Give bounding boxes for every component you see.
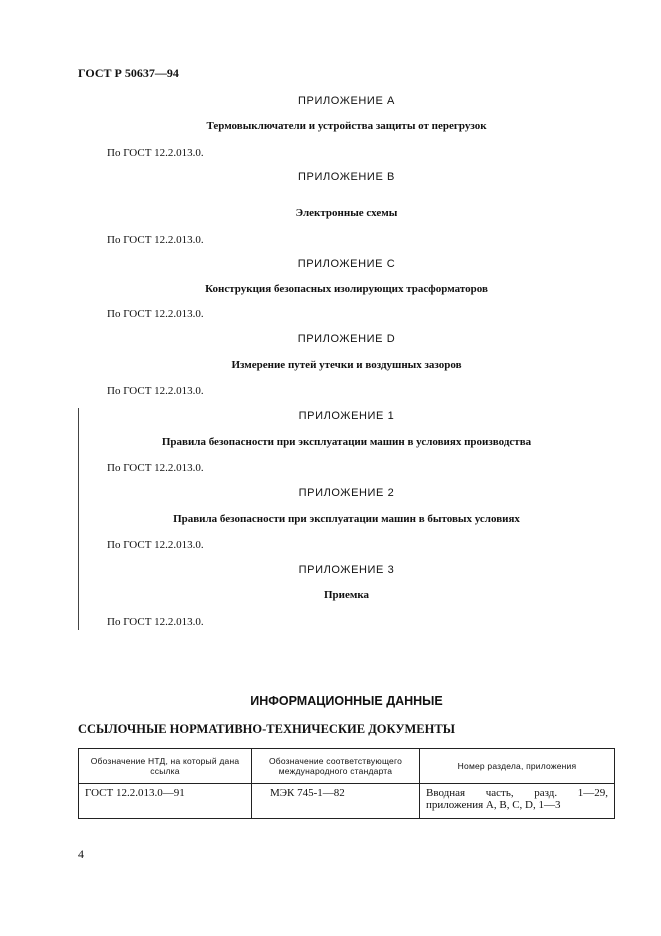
reference-docs-title: ССЫЛОЧНЫЕ НОРМАТИВНО-ТЕХНИЧЕСКИЕ ДОКУМЕНТЫ [78,722,455,736]
appendix-reference: По ГОСТ 12.2.013.0. [107,147,204,159]
document-code: ГОСТ Р 50637—94 [78,66,179,80]
appendix-reference: По ГОСТ 12.2.013.0. [107,462,204,474]
appendix-label: ПРИЛОЖЕНИЕ А [298,95,395,107]
appendix-title: Термовыключатели и устройства защиты от перегрузок [206,120,487,132]
appendix-label: ПРИЛОЖЕНИЕ 3 [298,564,395,576]
appendix-reference: По ГОСТ 12.2.013.0. [107,308,204,320]
column-header: Обозначение НТД, на который дана ссылка [79,749,252,784]
table-header-row [79,749,615,784]
page-number: 4 [78,847,84,861]
appendix-label: ПРИЛОЖЕНИЕ В [298,171,395,183]
table-cell: МЭК 745-1—82 [252,784,420,819]
table-cell: Вводная часть, разд. 1—29, приложения А, В, С, D, 1—3 [420,784,615,819]
appendix-title: Конструкция безопасных изолирующих трасформаторов [205,283,488,295]
appendix-title: Правила безопасности при эксплуатации машин в бытовых условиях [173,513,520,525]
column-header: Обозначение соответствующего международного стандарта [252,749,420,784]
appendix-title: Измерение путей утечки и воздушных зазоров [231,359,462,371]
column-header: Номер раздела, приложения [420,749,615,784]
appendix-reference: По ГОСТ 12.2.013.0. [107,616,204,628]
appendix-reference: По ГОСТ 12.2.013.0. [107,539,204,551]
reference-docs-table [78,748,615,819]
appendix-label: ПРИЛОЖЕНИЕ 2 [298,487,395,499]
appendix-label: ПРИЛОЖЕНИЕ D [297,333,396,345]
info-data-title: ИНФОРМАЦИОННЫЕ ДАННЫЕ [250,694,443,708]
table-cell: ГОСТ 12.2.013.0—91 [79,784,252,819]
appendix-label: ПРИЛОЖЕНИЕ 1 [298,410,395,422]
appendix-title: Электронные схемы [295,207,398,219]
appendix-reference: По ГОСТ 12.2.013.0. [107,385,204,397]
appendix-title: Приемка [323,589,370,601]
appendix-reference: По ГОСТ 12.2.013.0. [107,234,204,246]
table-row [79,784,615,819]
appendix-label: ПРИЛОЖЕНИЕ С [297,258,396,270]
appendix-title: Правила безопасности при эксплуатации машин в условиях производства [161,436,532,448]
